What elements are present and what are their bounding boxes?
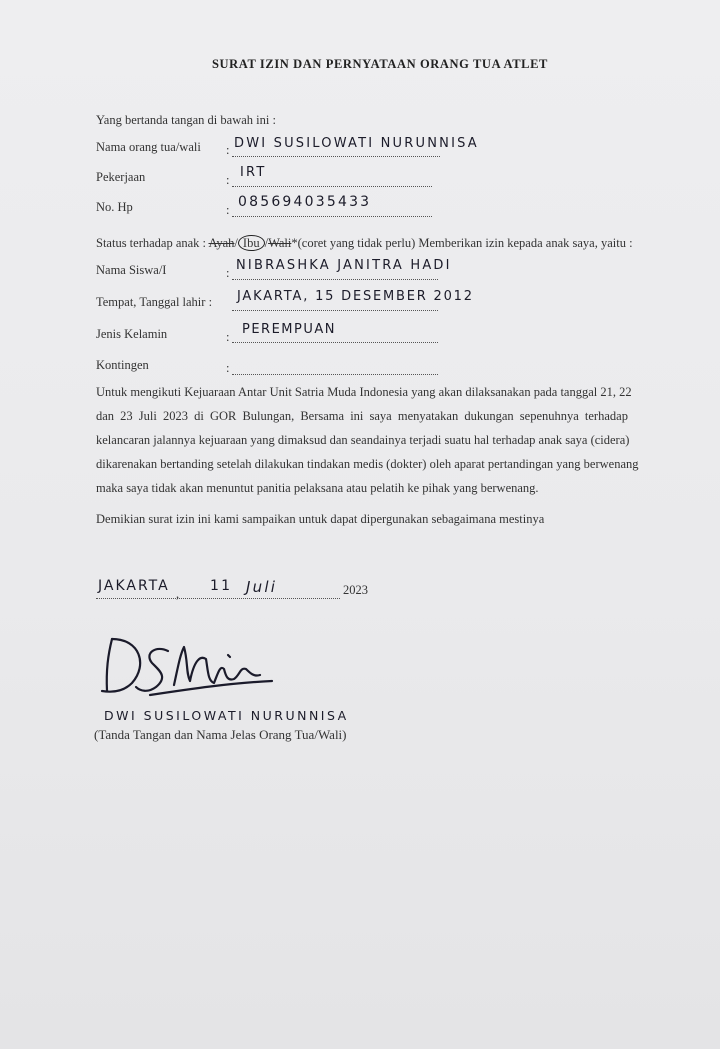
dotted-line bbox=[96, 598, 340, 599]
status-option-ibu: Ibu bbox=[238, 235, 265, 251]
closing-text: Demikian surat izin ini kami sampaikan untuk dapat dipergunakan sebagaimana mestinya bbox=[96, 512, 545, 526]
handwritten-signature bbox=[90, 625, 280, 705]
dotted-line bbox=[232, 279, 438, 280]
student-name-value: NIBRASHKA JANITRA HADI bbox=[236, 258, 452, 273]
parent-name-label: Nama orang tua/wali bbox=[96, 140, 201, 154]
colon: : bbox=[226, 361, 230, 375]
paragraph-line-1: Untuk mengikuti Kejuaraan Antar Unit Satria Muda Indonesia yang akan dilaksanakan pada tanggal 21, 22 bbox=[96, 385, 632, 399]
paragraph-line-3: kelancaran jalannya kejuaraan yang dimaksud dan seandainya terjadi suatu hal terhadap anak saya (cidera) bbox=[96, 433, 630, 447]
date-day: 11 bbox=[210, 578, 233, 594]
status-label: Status terhadap anak : bbox=[96, 236, 207, 250]
contingent-label: Kontingen bbox=[96, 358, 149, 372]
birth-value: JAKARTA, 15 DESEMBER 2012 bbox=[237, 289, 474, 304]
status-line: Status terhadap anak : Ayah/ Ibu /Wali*(coret yang tidak perlu) Memberikan izin kepada anak saya, yaitu : bbox=[96, 236, 633, 250]
gender-label: Jenis Kelamin bbox=[96, 327, 168, 341]
signature-name: DWI SUSILOWATI NURUNNISA bbox=[104, 708, 349, 723]
document-title: SURAT IZIN DAN PERNYATAAN ORANG TUA ATLET bbox=[211, 57, 548, 71]
colon: : bbox=[226, 173, 230, 187]
colon: : bbox=[226, 143, 230, 157]
gender-value: PEREMPUAN bbox=[242, 322, 336, 337]
dotted-line bbox=[232, 342, 438, 343]
phone-label: No. Hp bbox=[96, 200, 133, 214]
colon: : bbox=[226, 203, 230, 217]
student-name-label: Nama Siswa/I bbox=[96, 263, 167, 277]
date-separator: , bbox=[176, 587, 180, 601]
status-option-ayah: Ayah bbox=[208, 236, 235, 250]
job-value: IRT bbox=[240, 165, 267, 180]
colon: : bbox=[226, 266, 230, 280]
dotted-line bbox=[232, 216, 432, 217]
intro-text: Yang bertanda tangan di bawah ini : bbox=[96, 113, 276, 127]
paragraph-line-5: maka saya tidak akan menuntut panitia pelaksana atau pelatih ke pihak yang berwenang. bbox=[96, 481, 539, 495]
date-year: 2023 bbox=[343, 583, 368, 597]
phone-value: 085694035433 bbox=[238, 194, 372, 210]
status-option-wali: Wali bbox=[268, 236, 292, 250]
date-month: Juli bbox=[246, 578, 278, 596]
parent-name-value: DWI SUSILOWATI NURUNNISA bbox=[234, 136, 479, 151]
paragraph-line-2: dan 23 Juli 2023 di GOR Bulungan, Bersama ini saya menyatakan dukungan sepenuhnya terhadap bbox=[96, 409, 628, 423]
colon: : bbox=[226, 330, 230, 344]
dotted-line bbox=[232, 374, 438, 375]
dotted-line bbox=[232, 186, 432, 187]
paragraph-line-4: dikarenakan bertanding setelah dilakukan tindakan medis (dokter) oleh aparat pertandingan yang berwenang bbox=[96, 457, 639, 471]
signature-caption: (Tanda Tangan dan Nama Jelas Orang Tua/Wali) bbox=[94, 727, 347, 742]
birth-label: Tempat, Tanggal lahir : bbox=[96, 295, 213, 309]
status-rest: *(coret yang tidak perlu) Memberikan izin kepada anak saya, yaitu : bbox=[291, 236, 633, 250]
job-label: Pekerjaan bbox=[96, 170, 146, 184]
dotted-line bbox=[232, 156, 440, 157]
date-city: JAKARTA bbox=[98, 578, 170, 594]
dotted-line bbox=[232, 310, 438, 311]
